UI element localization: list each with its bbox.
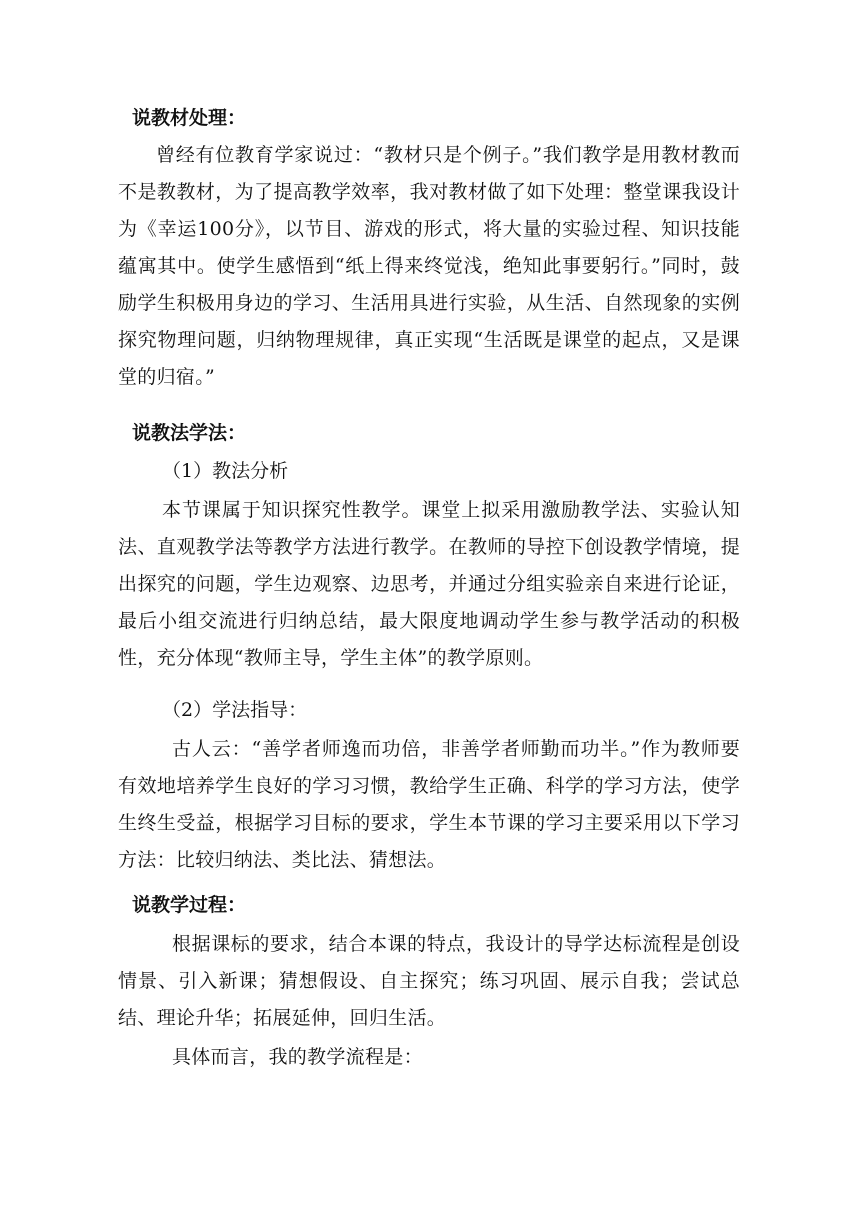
paragraph-teaching-method: 本节课属于知识探究性教学。课堂上拟采用激励教学法、实验认知法、直观教学法等教学方法进行教学。在教师的导控下创设教学情境，提出探究的问题，学生边观察、边思考，并通过分组实验亲自来进行论证，最后小组交流进行归纳总结，最大限度地调动学生参与教学活动的积极性，充分体现“教师主导，学生主体”的教学原则。	[118, 499, 740, 669]
paragraph-process-intro: 具体而言，我的教学流程是：	[172, 1046, 423, 1068]
subheading-teaching-method: （1）教法分析	[162, 460, 289, 482]
section-heading-process: 说教学过程：	[132, 894, 247, 916]
paragraph-process-overview: 根据课标的要求，结合本课的特点，我设计的导学达标流程是创设情景、引入新课；猜想假设、自主探究；练习巩固、展示自我；尝试总结、理论升华；拓展延伸，回归生活。	[118, 933, 740, 1029]
paragraph-learning-method: 古人云：“善学者师逸而功倍，非善学者师勤而功半。”作为教师要有效地培养学生良好的学习习惯，教给学生正确、科学的学习方法，使学生终生受益，根据学习目标的要求，学生本节课的学习主要采用以下学习方法：比较归纳法、类比法、猜想法。	[118, 738, 740, 871]
paragraph-textbook-handling: 曾经有位教育学家说过：“教材只是个例子。”我们教学是用教材教而不是教教材，为了提高教学效率，我对教材做了如下处理：整堂课我设计为《幸运100分》，以节目、游戏的形式，将大量的实验过程、知识技能蕴寓其中。使学生感悟到“纸上得来终觉浅，绝知此事要躬行。”同时，鼓励学生积极用身边的学习、生活用具进行实验，从生活、自然现象的实例探究物理问题，归纳物理规律，真正实现“生活既是课堂的起点，又是课堂的归宿。”	[118, 144, 740, 388]
subheading-learning-method: （2）学法指导：	[162, 699, 308, 721]
section-heading-textbook: 说教材处理：	[132, 107, 247, 129]
section-heading-methods: 说教法学法：	[132, 422, 247, 444]
